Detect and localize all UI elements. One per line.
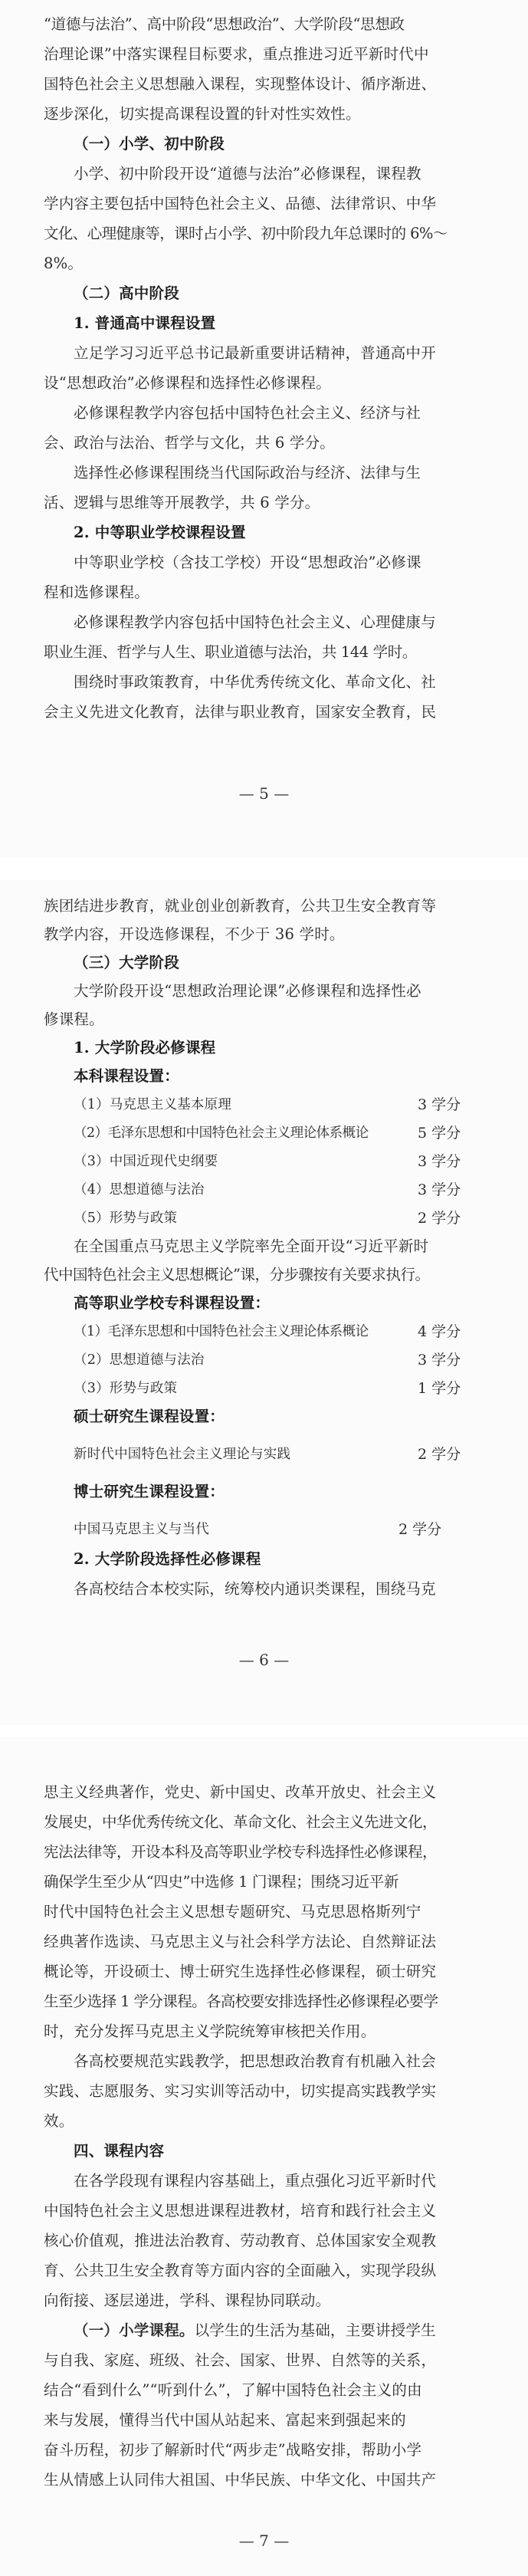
- text-line: 大学阶段开设“思想政治理论课”必修课程和选择性必: [74, 982, 421, 1000]
- text-line: 治理论课”中落实课程目标要求，重点推进习近平新时代中: [44, 45, 429, 63]
- course-name: （4）思想道德与法治: [74, 1182, 205, 1198]
- text-line: 生至少选择 1 学分课程。各高校要安排选择性必修课程必要学: [44, 1993, 438, 2010]
- text-line: 与自我、家庭、班级、社会、国家、世界、自然等的关系，: [44, 2351, 437, 2369]
- section-heading: （三）大学阶段: [74, 954, 179, 971]
- page-number: — 6 —: [238, 1651, 290, 1669]
- course-credits: 4 学分: [418, 1323, 461, 1340]
- subsection-heading: 2. 中等职业学校课程设置: [74, 524, 246, 541]
- text-line: 中国特色社会主义思想进课程进教材，培育和践行社会主义: [44, 2202, 437, 2220]
- course-credits: 3 学分: [418, 1153, 461, 1170]
- document-page-6: [0, 880, 528, 1725]
- course-credits: 2 学分: [398, 1521, 442, 1538]
- text-line: 选择性必修课程围绕当代国际政治与经济、法律与生: [74, 464, 421, 481]
- text-line: 育、公共卫生安全教育等方面内容的全面融入，实现学段纵: [44, 2262, 437, 2279]
- text-line: 实践、志愿服务、实习实训等活动中，切实提高实践教学实: [44, 2082, 437, 2100]
- text-line: 活、逻辑与思维等开展教学，共 6 学分。: [44, 494, 320, 511]
- subsection-heading: 高等职业学校专科课程设置：: [74, 1294, 271, 1312]
- course-name: （3）中国近现代史纲要: [74, 1154, 218, 1169]
- text-line: 各高校结合本校实际，统筹校内通识类课程，围绕马克: [74, 1580, 436, 1598]
- text-line: 设“思想政治”必修课程和选择性必修课程。: [44, 374, 331, 392]
- text-line: 在全国重点马克思主义学院率先全面开设“习近平新时: [74, 1237, 429, 1255]
- course-credits: 1 学分: [418, 1380, 461, 1397]
- inline-text: 以学生的生活为基础，主要讲授学生: [194, 2321, 436, 2339]
- course-credits: 2 学分: [418, 1210, 461, 1227]
- page-number: — 5 —: [238, 784, 290, 803]
- page-separator: [0, 857, 528, 880]
- text-line: 修课程。: [44, 1010, 104, 1028]
- text-line: 确保学生至少从“四史”中选修 1 门课程；围绕习近平新: [44, 1873, 398, 1891]
- text-line: 教学内容，开设选修课程，不少于 36 学时。: [44, 925, 345, 943]
- text-line: 生从情感上认同伟大祖国、中华民族、中华文化、中国共产: [44, 2471, 437, 2489]
- text-line: 学内容主要包括中国特色社会主义、品德、法律常识、中华: [44, 195, 437, 212]
- subsection-heading: 1. 普通高中课程设置: [74, 314, 216, 332]
- text-line: 在各学段现有课程内容基础上，重点强化习近平新时代: [74, 2172, 436, 2190]
- subsection-heading: 1. 大学阶段必修课程: [74, 1039, 216, 1056]
- course-credits: 3 学分: [418, 1181, 461, 1198]
- inline-heading: （一）小学课程。: [74, 2321, 195, 2339]
- document-page-7: [0, 1737, 528, 2576]
- text-line: 8%。: [44, 255, 84, 272]
- course-name: （2）毛泽东思想和中国特色社会主义理论体系概论: [74, 1125, 369, 1141]
- text-line: 效。: [44, 2112, 74, 2130]
- course-name: 中国马克思主义与当代: [74, 1522, 209, 1537]
- subsection-heading: 2. 大学阶段选择性必修课程: [74, 1550, 261, 1568]
- text-line: 奋斗历程，初步了解新时代“两步走”战略安排，帮助小学: [44, 2441, 422, 2459]
- text-line: 会、政治与法治、哲学与文化，共 6 学分。: [44, 434, 336, 452]
- section-heading: 四、课程内容: [74, 2142, 165, 2160]
- course-name: （1）马克思主义基本原理: [74, 1097, 232, 1112]
- course-name: （1）毛泽东思想和中国特色社会主义理论体系概论: [74, 1324, 369, 1339]
- text-line: 各高校要规范实践教学，把思想政治教育有机融入社会: [74, 2052, 436, 2070]
- document-page-5: [0, 0, 528, 857]
- subsection-heading: 硕士研究生课程设置：: [74, 1408, 225, 1425]
- text-line: “道德与法治”、高中阶段“思想政治”、大学阶段“思想政: [44, 15, 405, 33]
- text-line: 小学、初中阶段开设“道德与法治”必修课程，课程教: [74, 165, 421, 182]
- course-credits: 2 学分: [418, 1446, 461, 1463]
- section-heading: （一）小学、初中阶段: [74, 135, 225, 153]
- text-line: 经典著作选读、马克思主义与社会科学方法论、自然辩证法: [44, 1933, 437, 1950]
- course-credits: 3 学分: [418, 1352, 461, 1368]
- subsection-heading: 本科课程设置：: [74, 1067, 179, 1085]
- text-line: 文化、心理健康等，课时占小学、初中阶段九年总课时的 6%～: [44, 225, 448, 242]
- page-number: — 7 —: [238, 2532, 290, 2550]
- text-line: 职业生涯、哲学与人生、职业道德与法治，共 144 学时。: [44, 643, 417, 661]
- text-line: 概论等，开设硕士、博士研究生选择性必修课程，硕士研究: [44, 1963, 437, 1980]
- text-line: 会主义先进文化教育，法律与职业教育，国家安全教育，民: [44, 703, 437, 721]
- text-line: 围绕时事政策教育，中华优秀传统文化、革命文化、社: [74, 673, 436, 691]
- subsection-heading: 博士研究生课程设置：: [74, 1483, 225, 1500]
- text-line: 向衔接、逐层递进，学科、课程协同联动。: [44, 2292, 331, 2309]
- text-line: 程和选修课程。: [44, 583, 149, 601]
- text-line: 立足学习习近平总书记最新重要讲话精神，普通高中开: [74, 344, 436, 362]
- text-line: 中等职业学校（含技工学校）开设“思想政治”必修课: [74, 554, 421, 571]
- text-line: 发展史，中华优秀传统文化、革命文化、社会主义先进文化，: [44, 1813, 438, 1831]
- text-line: 宪法法律等，开设本科及高等职业学校专科选择性必修课程，: [44, 1843, 438, 1861]
- text-line: 思主义经典著作，党史、新中国史、改革开放史、社会主义: [44, 1783, 437, 1801]
- course-name: 新时代中国特色社会主义理论与实践: [74, 1447, 291, 1462]
- page-separator: [0, 1725, 528, 1737]
- text-line: 时代中国特色社会主义思想专题研究、马克思恩格斯列宁: [44, 1903, 421, 1921]
- course-name: （2）思想道德与法治: [74, 1352, 205, 1368]
- course-name: （3）形势与政策: [74, 1381, 178, 1396]
- text-line: 时，充分发挥马克思主义学院统筹审核把关作用。: [44, 2022, 376, 2040]
- text-line: 逐步深化，切实提高课程设置的针对性实效性。: [44, 105, 361, 123]
- text-line: 代中国特色社会主义思想概论”课，分步骤按有关要求执行。: [44, 1266, 430, 1283]
- text-line: 结合“看到什么”“听到什么”，了解中国特色社会主义的由: [44, 2381, 422, 2399]
- section-heading: （二）高中阶段: [74, 284, 179, 302]
- text-line: 国特色社会主义思想融入课程，实现整体设计、循序渐进、: [44, 75, 437, 93]
- course-credits: 3 学分: [418, 1096, 461, 1113]
- text-line: 核心价值观，推进法治教育、劳动教育、总体国家安全观教: [44, 2232, 437, 2249]
- text-line: [74, 2321, 436, 2340]
- text-line: 必修课程教学内容包括中国特色社会主义、心理健康与: [74, 613, 436, 631]
- text-line: 必修课程教学内容包括中国特色社会主义、经济与社: [74, 404, 421, 422]
- course-name: （5）形势与政策: [74, 1211, 178, 1226]
- text-line: 来与发展，懂得当代中国从站起来、富起来到强起来的: [44, 2411, 406, 2429]
- text-line: 族团结进步教育，就业创业创新教育，公共卫生安全教育等: [44, 897, 437, 915]
- course-credits: 5 学分: [418, 1125, 461, 1142]
